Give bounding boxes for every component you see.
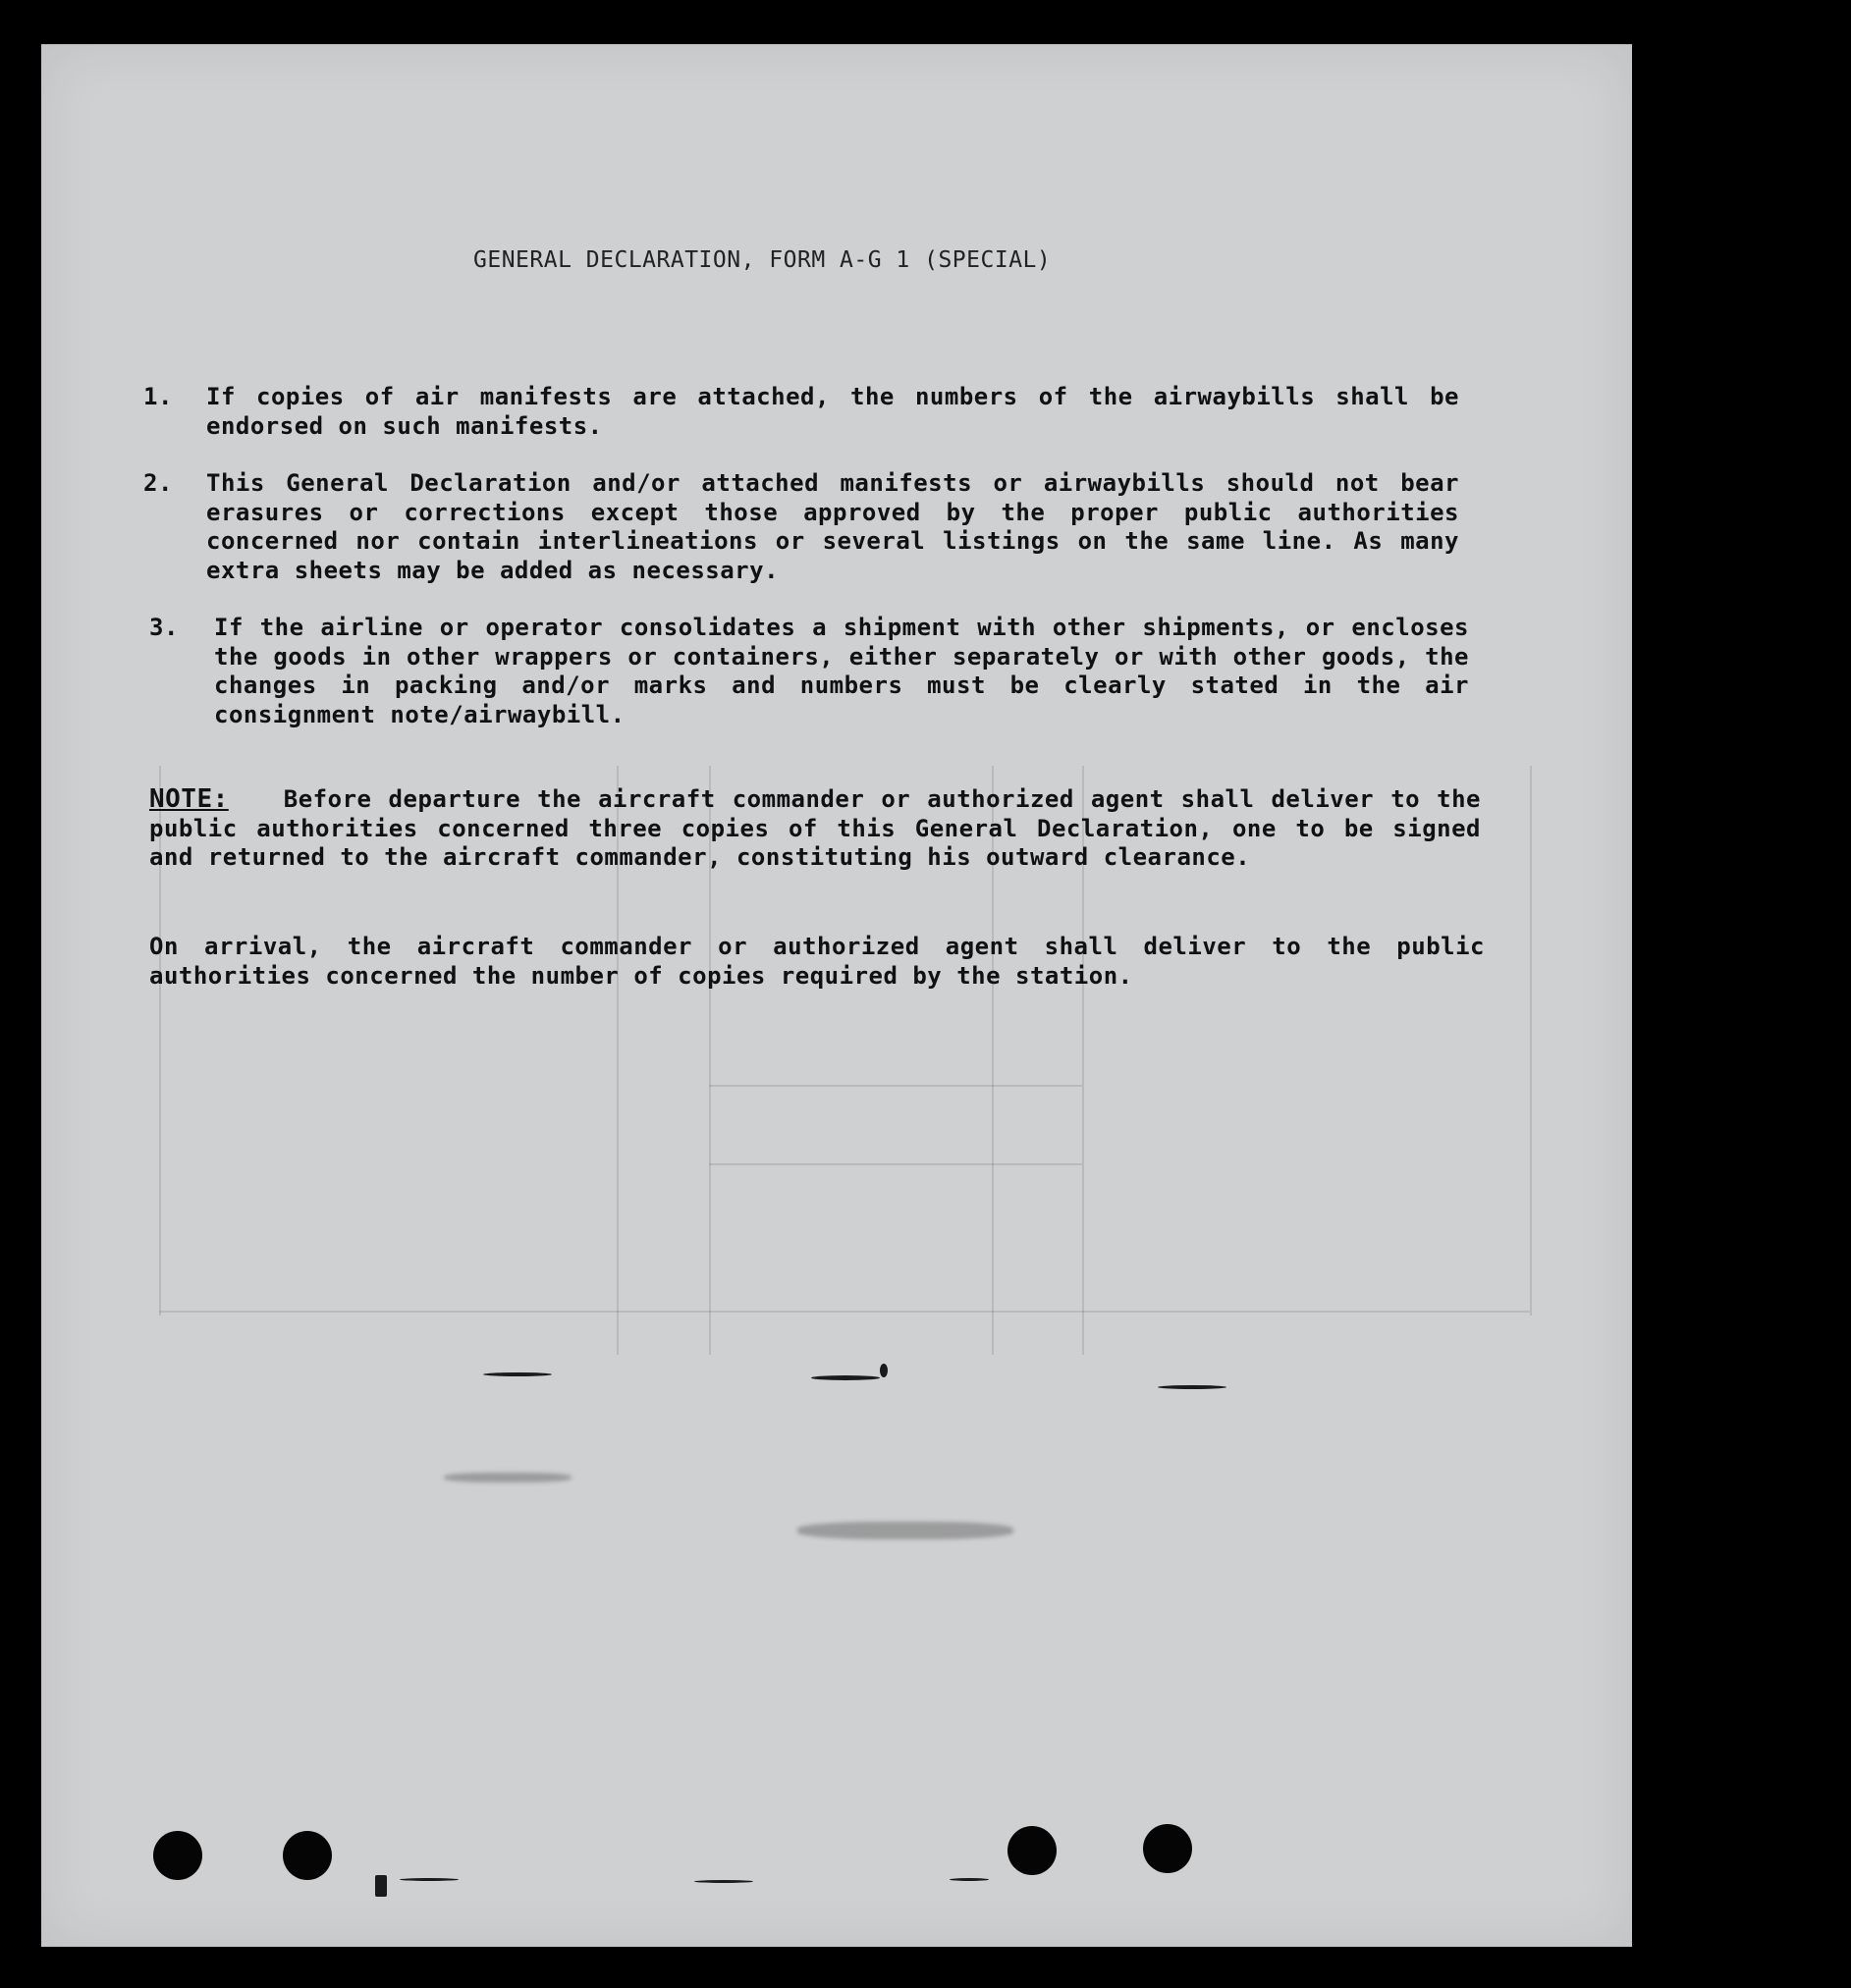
bleed-through-line: [709, 1163, 1082, 1165]
item-text: This General Declaration and/or attached manifests or airwaybills should not bear erasures or corrections except those approved by the proper public authorities concerned nor contain interlineations or several listings on the same line. As many extra sheets may be added as necessary.: [206, 469, 1459, 584]
stain-smudge: [444, 1473, 572, 1482]
ink-speck: [880, 1364, 888, 1377]
bleed-through-line: [159, 1311, 1530, 1313]
arrival-paragraph: On arrival, the aircraft commander or authorized agent shall deliver to the public authorities concerned the number of copies required by the station.: [149, 933, 1485, 990]
ink-speck: [1158, 1385, 1226, 1389]
stain-smudge: [797, 1522, 1013, 1539]
ink-speck: [400, 1878, 459, 1881]
paper-sheet: [41, 44, 1632, 1947]
note-label: NOTE:: [149, 784, 229, 814]
ink-speck: [694, 1880, 753, 1883]
item-text: If the airline or operator consolidates a shipment with other shipments, or encloses the goods in other wrappers or containers, either separately or with other goods, the changes in packing and/or marks and numbers must be clearly stated in the air consignment note/airwaybill.: [214, 614, 1469, 728]
item-number: 2.: [143, 469, 173, 497]
punch-hole: [283, 1831, 332, 1880]
ink-speck: [483, 1372, 552, 1376]
bleed-through-line: [709, 1085, 1082, 1087]
bleed-through-line: [1530, 766, 1532, 1316]
punch-hole: [1007, 1826, 1057, 1875]
item-number: 3.: [149, 614, 179, 641]
ink-speck: [375, 1875, 387, 1897]
ink-speck: [950, 1878, 989, 1881]
item-number: 1.: [143, 383, 173, 410]
item-text: If copies of air manifests are attached, the numbers of the airwaybills shall be endorsed on such manifests.: [206, 383, 1459, 440]
punch-hole: [1143, 1824, 1192, 1873]
document-title: GENERAL DECLARATION, FORM A-G 1 (SPECIAL): [473, 247, 1052, 273]
punch-hole: [153, 1831, 202, 1880]
note-text: Before departure the aircraft commander or authorized agent shall deliver to the public authorities concerned three copies of this General Declaration, one to be signed and returned to the aircraft commander, constituting his outward clearance.: [149, 785, 1481, 871]
note-paragraph: [149, 785, 1481, 873]
ink-speck: [811, 1375, 880, 1380]
